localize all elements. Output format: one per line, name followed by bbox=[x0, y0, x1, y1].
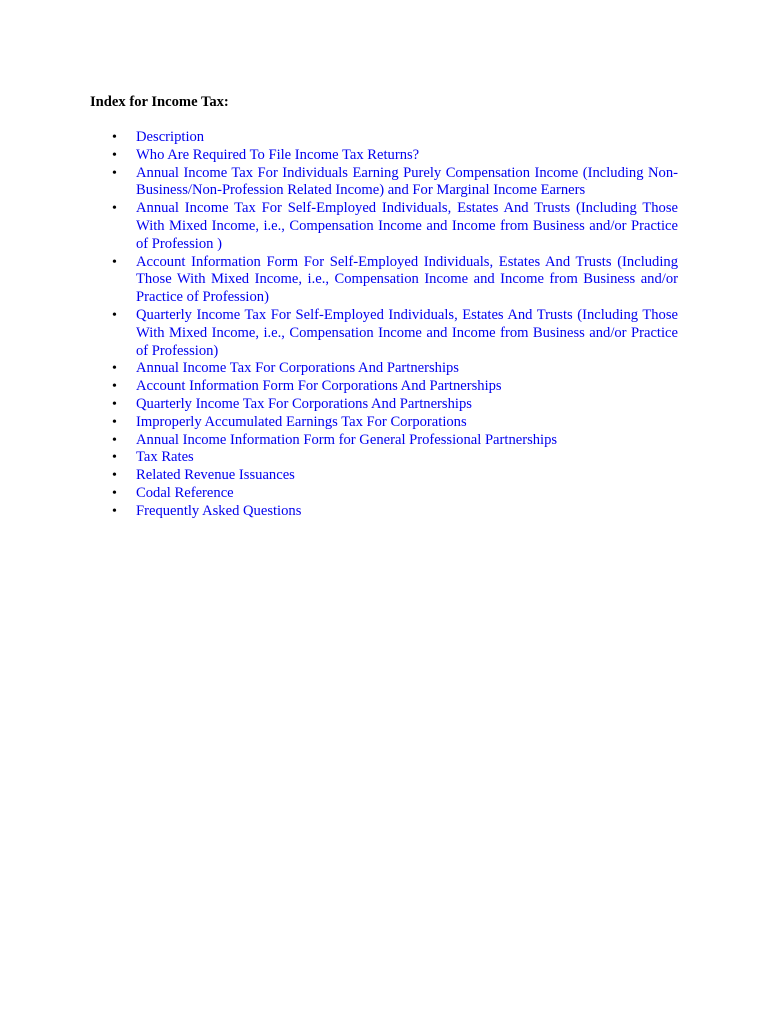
bullet-icon: • bbox=[112, 379, 117, 395]
bullet-icon: • bbox=[112, 361, 117, 377]
list-item bbox=[112, 431, 678, 450]
bullet-icon: • bbox=[112, 503, 117, 519]
index-link-account-info-self-employed[interactable]: Account Information Form For Self-Employed Individuals, Estates And Trusts (Including Those With Mixed Income, i.e., Compensation Income and Income from Business and/or Practice of Profession) bbox=[136, 253, 678, 306]
bullet-icon: • bbox=[112, 485, 117, 501]
list-item bbox=[112, 484, 678, 503]
list-item bbox=[112, 449, 678, 467]
list-item bbox=[112, 395, 678, 414]
index-link-quarterly-corporations[interactable]: Quarterly Income Tax For Corporations And Partnerships bbox=[136, 395, 472, 412]
index-link-gpp-information-form[interactable]: Annual Income Information Form for General Professional Partnerships bbox=[136, 431, 558, 448]
bullet-icon: • bbox=[112, 468, 117, 484]
list-item bbox=[112, 253, 678, 307]
index-link-tax-rates[interactable]: Tax Rates bbox=[136, 449, 194, 466]
index-link-annual-compensation-income[interactable]: Annual Income Tax For Individuals Earning Purely Compensation Income (Including Non-Business/Non-Profession Related Income) and For Marginal Income Earners bbox=[136, 164, 678, 199]
list-item bbox=[112, 360, 678, 378]
list-item bbox=[112, 413, 678, 432]
index-link-revenue-issuances[interactable]: Related Revenue Issuances bbox=[136, 467, 295, 484]
bullet-icon: • bbox=[112, 450, 117, 466]
index-heading: Index for Income Tax: bbox=[90, 94, 229, 110]
index-link-faq[interactable]: Frequently Asked Questions bbox=[136, 502, 302, 519]
list-item bbox=[112, 200, 678, 253]
bullet-icon: • bbox=[112, 414, 117, 430]
index-link-accumulated-earnings[interactable]: Improperly Accumulated Earnings Tax For Corporations bbox=[136, 413, 467, 430]
index-link-account-info-corporations[interactable]: Account Information Form For Corporations And Partnerships bbox=[136, 378, 502, 395]
index-link-quarterly-self-employed[interactable]: Quarterly Income Tax For Self-Employed Individuals, Estates And Trusts (Including Those With Mixed Income, i.e., Compensation Income and Income from Business and/or Practice of Profession) bbox=[136, 306, 678, 359]
list-item bbox=[112, 129, 678, 147]
index-link-who-must-file[interactable]: Who Are Required To File Income Tax Returns? bbox=[136, 146, 420, 163]
index-link-codal-reference[interactable]: Codal Reference bbox=[136, 484, 234, 501]
bullet-icon: • bbox=[112, 254, 117, 270]
list-item bbox=[112, 502, 678, 521]
list-item bbox=[112, 378, 678, 396]
bullet-icon: • bbox=[112, 201, 117, 217]
list-item bbox=[112, 146, 678, 165]
bullet-icon: • bbox=[112, 396, 117, 412]
list-item bbox=[112, 164, 678, 201]
index-link-annual-self-employed[interactable]: Annual Income Tax For Self-Employed Individuals, Estates And Trusts (Including Those With Mixed Income, i.e., Compensation Income and Income from Business and/or Practice of Profession ) bbox=[136, 200, 678, 252]
bullet-icon: • bbox=[112, 432, 117, 448]
bullet-icon: • bbox=[112, 165, 117, 181]
index-list bbox=[112, 129, 678, 521]
bullet-icon: • bbox=[112, 307, 117, 323]
index-link-annual-corporations[interactable]: Annual Income Tax For Corporations And Partnerships bbox=[136, 360, 459, 377]
index-link-description[interactable]: Description bbox=[136, 129, 205, 145]
list-item bbox=[112, 306, 678, 360]
bullet-icon: • bbox=[112, 147, 117, 163]
bullet-icon: • bbox=[112, 130, 117, 145]
list-item bbox=[112, 467, 678, 485]
